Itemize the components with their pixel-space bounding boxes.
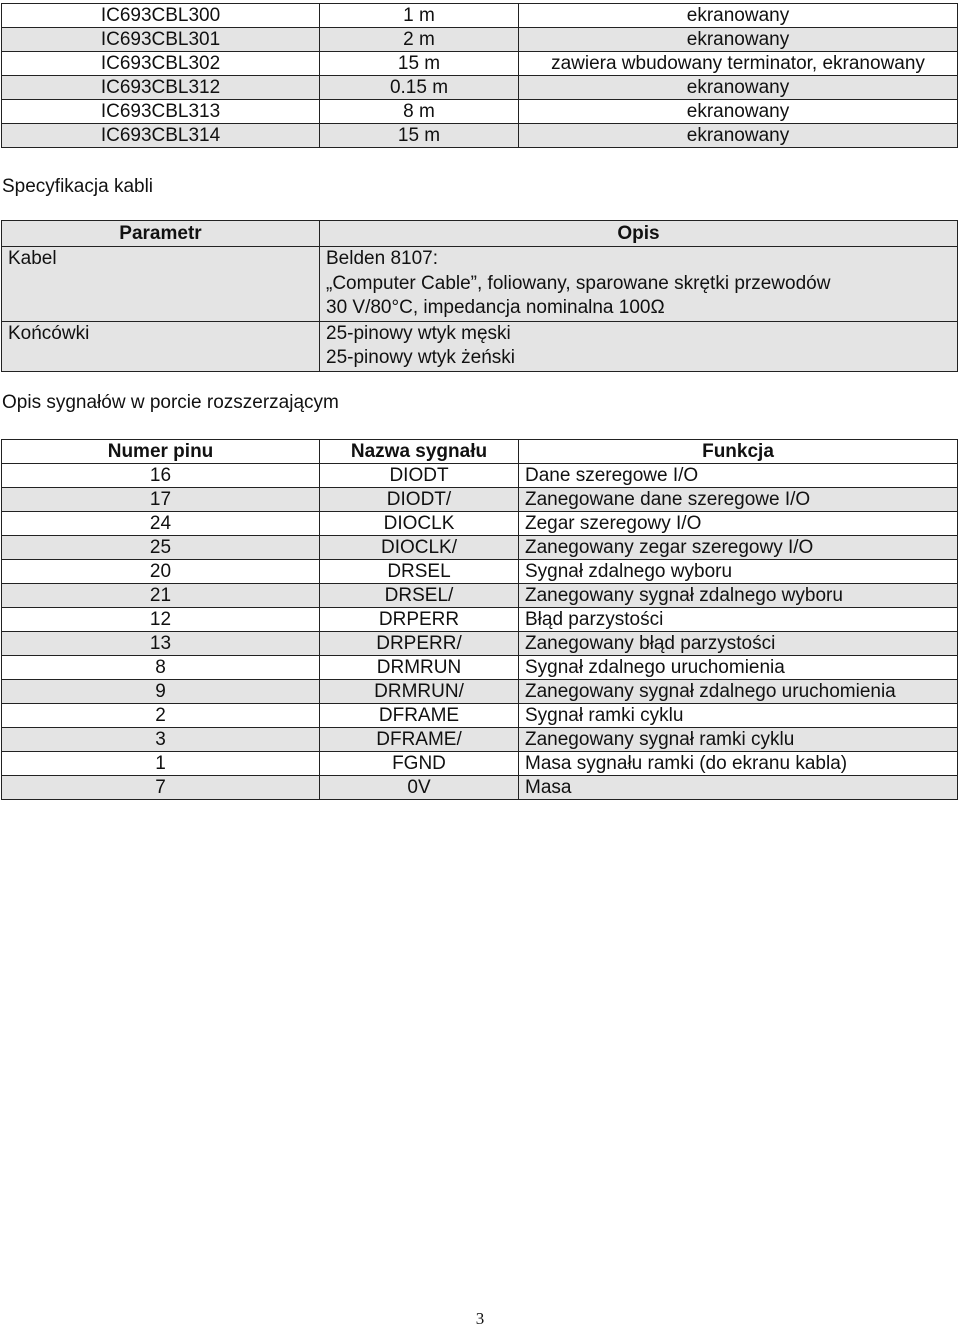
signal-function: Dane szeregowe I/O xyxy=(519,464,958,488)
table-row xyxy=(2,247,958,322)
table-row xyxy=(2,536,958,560)
cable-model: IC693CBL302 xyxy=(2,52,320,76)
signal-name: DFRAME/ xyxy=(320,728,519,752)
cable-description: ekranowany xyxy=(519,28,958,52)
signal-function: Zanegowany sygnał zdalnego wyboru xyxy=(519,584,958,608)
signal-name: DRMRUN xyxy=(320,656,519,680)
cable-model: IC693CBL301 xyxy=(2,28,320,52)
pin-number: 21 xyxy=(2,584,320,608)
signal-name: DIODT/ xyxy=(320,488,519,512)
spec-description-line: 25-pinowy wtyk żeński xyxy=(326,347,516,368)
signals-header-pin: Numer pinu xyxy=(2,440,320,464)
signal-name: DIOCLK/ xyxy=(320,536,519,560)
table-row xyxy=(2,560,958,584)
signal-function: Zanegowany zegar szeregowy I/O xyxy=(519,536,958,560)
signal-name: DRPERR/ xyxy=(320,632,519,656)
cable-length: 0.15 m xyxy=(320,76,519,100)
pin-number: 13 xyxy=(2,632,320,656)
signal-function: Zanegowany błąd parzystości xyxy=(519,632,958,656)
signal-function: Zegar szeregowy I/O xyxy=(519,512,958,536)
cable-description: ekranowany xyxy=(519,124,958,148)
cable-description: ekranowany xyxy=(519,76,958,100)
pin-number: 8 xyxy=(2,656,320,680)
spec-header-desc: Opis xyxy=(320,221,958,247)
table-row xyxy=(2,704,958,728)
signal-name: 0V xyxy=(320,776,519,800)
signal-function: Sygnał ramki cyklu xyxy=(519,704,958,728)
spec-param: Kabel xyxy=(2,247,320,322)
signal-function: Sygnał zdalnego wyboru xyxy=(519,560,958,584)
spec-description-line: „Computer Cable”, foliowany, sparowane skrętki przewodów xyxy=(326,272,831,294)
cable-length: 15 m xyxy=(320,124,519,148)
pin-number: 3 xyxy=(2,728,320,752)
cable-length: 8 m xyxy=(320,100,519,124)
signal-function: Błąd parzystości xyxy=(519,608,958,632)
signal-function: Zanegowany sygnał zdalnego uruchomienia xyxy=(519,680,958,704)
table-row xyxy=(2,728,958,752)
signals-section-title: Opis sygnałów w porcie rozszerzającym xyxy=(2,392,339,413)
pin-number: 12 xyxy=(2,608,320,632)
signal-name: DRSEL xyxy=(320,560,519,584)
signal-name: DFRAME xyxy=(320,704,519,728)
table-row xyxy=(2,584,958,608)
cable-model: IC693CBL313 xyxy=(2,100,320,124)
page-number: 3 xyxy=(475,1309,485,1328)
spec-description-line: 25-pinowy wtyk męski xyxy=(326,322,511,344)
signal-name: FGND xyxy=(320,752,519,776)
cable-models-table xyxy=(1,3,958,148)
table-row xyxy=(2,124,958,148)
cable-description: zawiera wbudowany terminator, ekranowany xyxy=(519,52,958,76)
pin-number: 1 xyxy=(2,752,320,776)
cable-model: IC693CBL314 xyxy=(2,124,320,148)
cable-model: IC693CBL312 xyxy=(2,76,320,100)
table-row xyxy=(2,76,958,100)
pin-number: 17 xyxy=(2,488,320,512)
table-row xyxy=(2,4,958,28)
spec-param: Końcówki xyxy=(2,321,320,371)
table-row xyxy=(2,464,958,488)
signal-function: Sygnał zdalnego uruchomienia xyxy=(519,656,958,680)
pin-number: 24 xyxy=(2,512,320,536)
signal-function: Zanegowany sygnał ramki cyklu xyxy=(519,728,958,752)
signal-function: Masa sygnału ramki (do ekranu kabla) xyxy=(519,752,958,776)
pin-number: 7 xyxy=(2,776,320,800)
spec-description-line: Belden 8107: xyxy=(326,248,438,269)
pin-number: 25 xyxy=(2,536,320,560)
pin-number: 16 xyxy=(2,464,320,488)
table-row xyxy=(2,776,958,800)
signal-name: DIODT xyxy=(320,464,519,488)
table-row xyxy=(2,680,958,704)
signals-header-name: Nazwa sygnału xyxy=(320,440,519,464)
cable-description: ekranowany xyxy=(519,4,958,28)
pin-number: 2 xyxy=(2,704,320,728)
signal-name: DRSEL/ xyxy=(320,584,519,608)
table-row xyxy=(2,512,958,536)
signals-table xyxy=(1,439,958,800)
spec-description-line: 30 V/80°C, impedancja nominalna 100Ω xyxy=(326,297,665,318)
table-row xyxy=(2,656,958,680)
table-row xyxy=(2,488,958,512)
pin-number: 9 xyxy=(2,680,320,704)
table-row xyxy=(2,752,958,776)
table-row xyxy=(2,321,958,371)
signal-function: Masa xyxy=(519,776,958,800)
cable-length: 15 m xyxy=(320,52,519,76)
spec-description xyxy=(320,247,958,322)
table-row xyxy=(2,52,958,76)
spec-description xyxy=(320,321,958,371)
signal-name: DRPERR xyxy=(320,608,519,632)
signal-name: DRMRUN/ xyxy=(320,680,519,704)
signal-function: Zanegowane dane szeregowe I/O xyxy=(519,488,958,512)
cable-length: 1 m xyxy=(320,4,519,28)
cable-description: ekranowany xyxy=(519,100,958,124)
cable-spec-table xyxy=(1,220,958,372)
table-row xyxy=(2,608,958,632)
table-row xyxy=(2,632,958,656)
cable-model: IC693CBL300 xyxy=(2,4,320,28)
cable-length: 2 m xyxy=(320,28,519,52)
signals-header-function: Funkcja xyxy=(519,440,958,464)
table-row xyxy=(2,100,958,124)
spec-header-param: Parametr xyxy=(2,221,320,247)
signal-name: DIOCLK xyxy=(320,512,519,536)
spec-section-title: Specyfikacja kabli xyxy=(2,176,154,197)
pin-number: 20 xyxy=(2,560,320,584)
table-row xyxy=(2,28,958,52)
